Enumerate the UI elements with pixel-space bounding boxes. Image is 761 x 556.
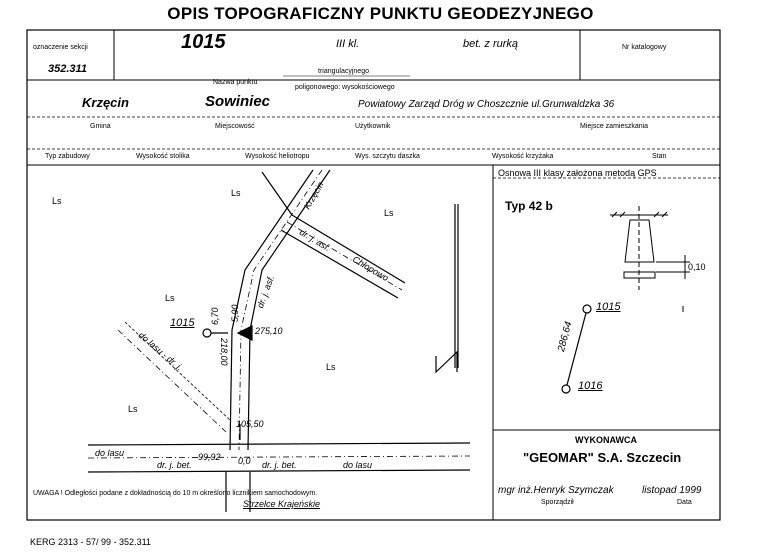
- map-dist-590: 5,90: [230, 304, 240, 322]
- kerg-number: KERG 2313 - 57/ 99 - 352.311: [30, 537, 151, 547]
- contractor-person: mgr inż.Henryk Szymczak: [498, 485, 614, 496]
- col-stan: Stan: [652, 153, 667, 160]
- gps-point-b: 1016: [578, 380, 603, 392]
- map-point-1015: 1015: [170, 317, 195, 329]
- gps-dim: 0,10: [688, 262, 706, 272]
- person-label: Sporządził: [541, 499, 574, 506]
- uzytkownik-label: Użytkownik: [355, 123, 391, 130]
- section-value: 352.311: [48, 63, 87, 75]
- map-road-chlopowo: Chłopowo: [350, 254, 391, 284]
- map-dist-670: 6,70: [210, 307, 220, 325]
- map-ls-2: Ls: [384, 208, 394, 218]
- map-road-bet-1: dr. j. bet.: [157, 460, 192, 470]
- col-wys-heliotropu: Wysokość heliotropu: [245, 153, 310, 160]
- map-road-krzecin: Krzęcin: [302, 180, 326, 211]
- map-town: Strzelce Krajeńskie: [243, 499, 321, 509]
- contractor-date: listopad 1999: [642, 485, 702, 496]
- contractor-label: WYKONAWCA: [575, 435, 637, 445]
- contractor-name: "GEOMAR" S.A. Szczecin: [523, 450, 682, 465]
- map-ls-4: Ls: [326, 362, 336, 372]
- miejscowosc-label: Miejscowość: [215, 123, 255, 130]
- map-ls-6: Ls: [52, 196, 62, 206]
- map-lasu-left: do lasu: [95, 448, 125, 458]
- gps-type: Typ 42 b: [505, 199, 553, 213]
- map-ls-3: Ls: [165, 293, 175, 303]
- gmina-value: Krzęcin: [82, 95, 129, 110]
- gps-note: Osnowa III klasy założona metodą GPS: [498, 168, 657, 178]
- section-label: oznaczenie sekcji: [33, 44, 88, 51]
- page-title: OPIS TOPOGRAFICZNY PUNKTU GEODEZYJNEGO: [167, 4, 594, 23]
- gmina-label: Gmina: [90, 123, 111, 130]
- miejscowosc-value: Sowiniec: [205, 93, 271, 110]
- map-dist-9992: 99,92: [198, 452, 221, 462]
- map-road-bet-2: dr. j. bet.: [262, 460, 297, 470]
- network-type: triangulacyjnego: [318, 68, 369, 75]
- gps-point-a: 1015: [596, 301, 621, 313]
- gps-distance: 286,64: [556, 320, 575, 353]
- map-dist-10550: 105,50: [236, 419, 264, 429]
- map-lasu-right: do lasu: [343, 460, 373, 470]
- point-class: III kl.: [336, 38, 360, 50]
- map-dist-00: 0,0: [238, 456, 251, 466]
- map-lasu-diag: do lasu - dr. j.: [136, 330, 185, 373]
- date-label: Data: [677, 499, 692, 506]
- zamieszkania-label: Miejsce zamieszkania: [580, 123, 649, 130]
- map-ls-1: Ls: [231, 188, 241, 198]
- map-dist-21800: 218,00: [219, 338, 229, 366]
- map-dist-27510: 275,10: [255, 326, 283, 336]
- col-wys-krzyzaka: Wysokość krzyżaka: [492, 153, 554, 160]
- col-wys-daszka: Wys. szczytu daszka: [355, 153, 420, 160]
- point-number: 1015: [181, 31, 226, 53]
- map-road-asf-1: dr. j. asf.: [297, 227, 333, 254]
- stabilization: bet. z rurką: [463, 38, 519, 50]
- catalog-label: Nr katalogowy: [622, 44, 667, 51]
- uwaga-note: UWAGA ! Odległości podane z dokładnością do 10 m określono licznikiem samochodowym.: [33, 490, 318, 497]
- uzytkownik-value: Powiatowy Zarząd Dróg w Choszcznie ul.Grunwaldzka 36: [358, 99, 615, 110]
- network-label: poligonowego: wysokościowego: [295, 84, 395, 91]
- map-road-asf-2: dr. j. asf.: [255, 273, 277, 310]
- map-ls-5: Ls: [128, 404, 138, 414]
- col-wys-stolika: Wysokość stolika: [136, 153, 190, 160]
- name-label: Nazwa punktu: [213, 79, 258, 86]
- col-typ-zabudowy: Typ zabudowy: [45, 153, 90, 160]
